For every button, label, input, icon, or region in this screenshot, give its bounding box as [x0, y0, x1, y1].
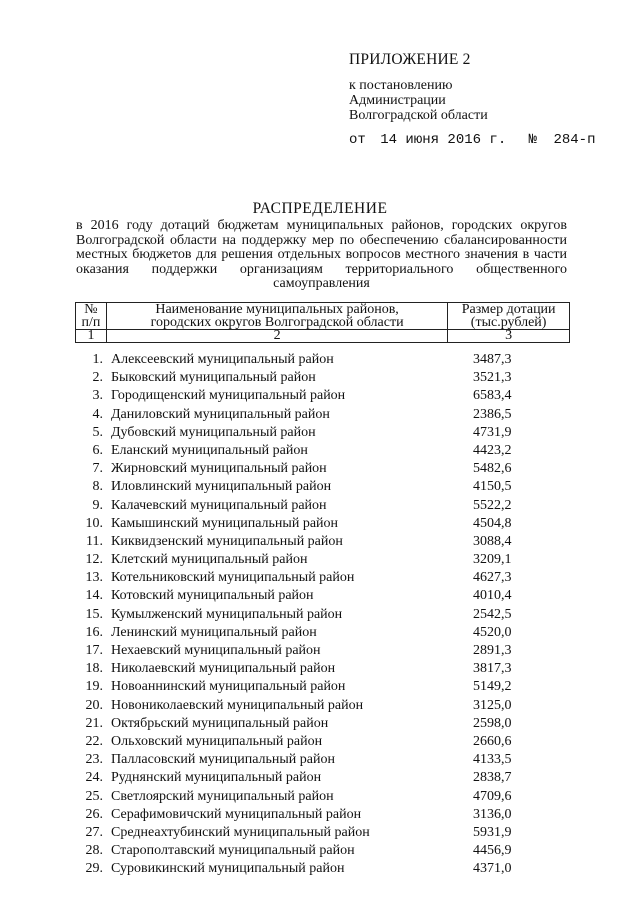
row-number: 21.: [85, 715, 103, 731]
row-subsidy-amount: 5931,9: [473, 824, 512, 840]
table-row: [75, 533, 570, 551]
table-row: [75, 842, 570, 860]
row-district-name: Камышинский муниципальный район: [111, 515, 339, 531]
document-title: РАСПРЕДЕЛЕНИЕ: [252, 200, 388, 217]
number-prefix: №: [528, 132, 538, 148]
row-district-name: Кумылженский муниципальный район: [111, 606, 343, 622]
row-district-name: Новониколаевский муниципальный район: [111, 697, 364, 713]
row-district-name: Жирновский муниципальный район: [111, 461, 327, 477]
row-subsidy-amount: 2542,5: [473, 606, 512, 622]
row-subsidy-amount: 4133,5: [473, 752, 512, 768]
row-subsidy-amount: 3088,4: [473, 533, 512, 549]
row-subsidy-amount: 3487,3: [473, 352, 512, 367]
table-row: [75, 788, 570, 806]
table-body: [75, 351, 570, 878]
row-number: 8.: [92, 479, 103, 495]
table-row: [75, 678, 570, 696]
row-district-name: Серафимовичский муниципальный район: [111, 806, 362, 822]
table-row: [75, 715, 570, 733]
appendix-line-2: Администрации: [349, 93, 446, 108]
row-district-name: Алексеевский муниципальный район: [111, 352, 334, 367]
row-district-name: Среднеахтубинский муниципальный район: [111, 824, 370, 840]
document-subtitle: в 2016 году дотаций бюджетам муниципальных районов, городских округов Волгоградской области на поддержку мер по обеспечению сбалансированности местных бюджетов для решения отдельных вопросов местного значения в части оказания поддержки организациям территориального общественного самоуправления: [76, 218, 567, 291]
row-subsidy-amount: 4371,0: [473, 861, 512, 877]
row-number: 18.: [85, 661, 103, 677]
row-subsidy-amount: 4520,0: [473, 624, 512, 640]
row-number: 5.: [92, 424, 103, 440]
row-subsidy-amount: 4731,9: [473, 424, 512, 440]
table-row: [75, 369, 570, 387]
table-row: [75, 624, 570, 642]
row-subsidy-amount: 4010,4: [473, 588, 512, 604]
row-district-name: Котовский муниципальный район: [111, 588, 314, 604]
row-number: 13.: [85, 570, 103, 586]
row-number: 15.: [85, 606, 103, 622]
table-row: [75, 751, 570, 769]
column-number-2: 2: [106, 330, 447, 343]
row-district-name: Светлоярский муниципальный район: [111, 788, 334, 804]
table-row: [75, 515, 570, 533]
appendix-line-3: Волгоградской области: [349, 108, 488, 123]
row-district-name: Киквидзенский муниципальный район: [111, 533, 343, 549]
row-subsidy-amount: 4709,6: [473, 788, 512, 804]
row-district-name: Руднянский муниципальный район: [111, 770, 322, 786]
table-row: [75, 769, 570, 787]
row-number: 26.: [85, 806, 103, 822]
row-number: 17.: [85, 643, 103, 658]
row-number: 24.: [85, 770, 103, 786]
row-subsidy-amount: 5149,2: [473, 679, 512, 695]
row-number: 3.: [92, 388, 103, 404]
header-name: Наименование муниципальных районов, городских округов Волгоградской области: [106, 303, 447, 330]
row-number: 23.: [85, 752, 103, 768]
row-number: 28.: [85, 843, 103, 859]
row-number: 1.: [92, 352, 103, 367]
row-number: 27.: [85, 824, 103, 840]
row-district-name: Палласовский муниципальный район: [111, 752, 335, 768]
row-district-name: Ольховский муниципальный район: [111, 733, 323, 749]
column-number-3: 3: [448, 330, 570, 343]
table-row: [75, 660, 570, 678]
row-number: 9.: [92, 497, 103, 513]
table-row: [75, 860, 570, 878]
table-row: [75, 642, 570, 660]
row-subsidy-amount: 2838,7: [473, 770, 512, 786]
row-subsidy-amount: 5522,2: [473, 497, 512, 513]
row-subsidy-amount: 2386,5: [473, 406, 512, 422]
row-district-name: Быковский муниципальный район: [111, 370, 316, 386]
row-subsidy-amount: 4504,8: [473, 515, 512, 531]
table-row: [75, 478, 570, 496]
row-number: 2.: [92, 370, 103, 386]
column-number-1: 1: [76, 330, 107, 343]
row-subsidy-amount: 2598,0: [473, 715, 512, 731]
row-district-name: Еланский муниципальный район: [111, 442, 308, 458]
table-row: [75, 424, 570, 442]
row-number: 25.: [85, 788, 103, 804]
row-subsidy-amount: 3136,0: [473, 806, 512, 822]
header-number: № п/п: [76, 303, 107, 330]
table-row: [75, 460, 570, 478]
table-row: [75, 606, 570, 624]
appendix-line-1: к постановлению: [349, 78, 453, 93]
row-district-name: Котельниковский муниципальный район: [111, 570, 355, 586]
row-number: 11.: [86, 533, 103, 549]
row-district-name: Дубовский муниципальный район: [111, 424, 316, 440]
order-date: 14 июня 2016 г.: [380, 132, 507, 148]
row-subsidy-amount: 6583,4: [473, 388, 512, 404]
row-district-name: Иловлинский муниципальный район: [111, 479, 332, 495]
table-row: [75, 806, 570, 824]
row-district-name: Октябрьский муниципальный район: [111, 715, 329, 731]
table-row: [75, 442, 570, 460]
table-row: [75, 551, 570, 569]
table-row: [75, 587, 570, 605]
row-district-name: Клетский муниципальный район: [111, 552, 308, 568]
table-row: [75, 824, 570, 842]
table-row: [75, 351, 570, 369]
row-subsidy-amount: 4150,5: [473, 479, 512, 495]
row-district-name: Ленинский муниципальный район: [111, 624, 317, 640]
appendix-title: ПРИЛОЖЕНИЕ 2: [349, 51, 471, 68]
row-subsidy-amount: 3209,1: [473, 552, 512, 568]
header-amount: Размер дотации (тыс.рублей): [448, 303, 570, 330]
row-subsidy-amount: 4456,9: [473, 843, 512, 859]
row-district-name: Нехаевский муниципальный район: [111, 643, 321, 658]
row-number: 22.: [85, 733, 103, 749]
row-number: 7.: [92, 461, 103, 477]
row-subsidy-amount: 5482,6: [473, 461, 512, 477]
row-subsidy-amount: 2891,3: [473, 643, 512, 658]
row-district-name: Старополтавский муниципальный район: [111, 843, 355, 859]
table-header: [75, 302, 570, 343]
row-district-name: Калачевский муниципальный район: [111, 497, 327, 513]
row-subsidy-amount: 3817,3: [473, 661, 512, 677]
row-number: 20.: [85, 697, 103, 713]
order-reference: [349, 132, 595, 148]
row-subsidy-amount: 3521,3: [473, 370, 512, 386]
row-district-name: Суровикинский муниципальный район: [111, 861, 345, 877]
row-district-name: Новоаннинский муниципальный район: [111, 679, 346, 695]
table-row: [75, 387, 570, 405]
table-row: [75, 406, 570, 424]
row-subsidy-amount: 2660,6: [473, 733, 512, 749]
table-row: [75, 497, 570, 515]
row-number: 19.: [85, 679, 103, 695]
row-number: 6.: [92, 442, 103, 458]
table-row: [75, 733, 570, 751]
row-subsidy-amount: 3125,0: [473, 697, 512, 713]
row-number: 29.: [85, 861, 103, 877]
row-district-name: Городищенский муниципальный район: [111, 388, 346, 404]
date-prefix: от: [349, 132, 366, 148]
order-number: 284-п: [553, 132, 596, 148]
row-number: 4.: [92, 406, 103, 422]
table-row: [75, 569, 570, 587]
row-district-name: Даниловский муниципальный район: [111, 406, 330, 422]
row-number: 12.: [85, 552, 103, 568]
row-district-name: Николаевский муниципальный район: [111, 661, 336, 677]
row-subsidy-amount: 4423,2: [473, 442, 512, 458]
row-number: 14.: [85, 588, 103, 604]
row-number: 16.: [85, 624, 103, 640]
row-number: 10.: [85, 515, 103, 531]
table-row: [75, 697, 570, 715]
row-subsidy-amount: 4627,3: [473, 570, 512, 586]
